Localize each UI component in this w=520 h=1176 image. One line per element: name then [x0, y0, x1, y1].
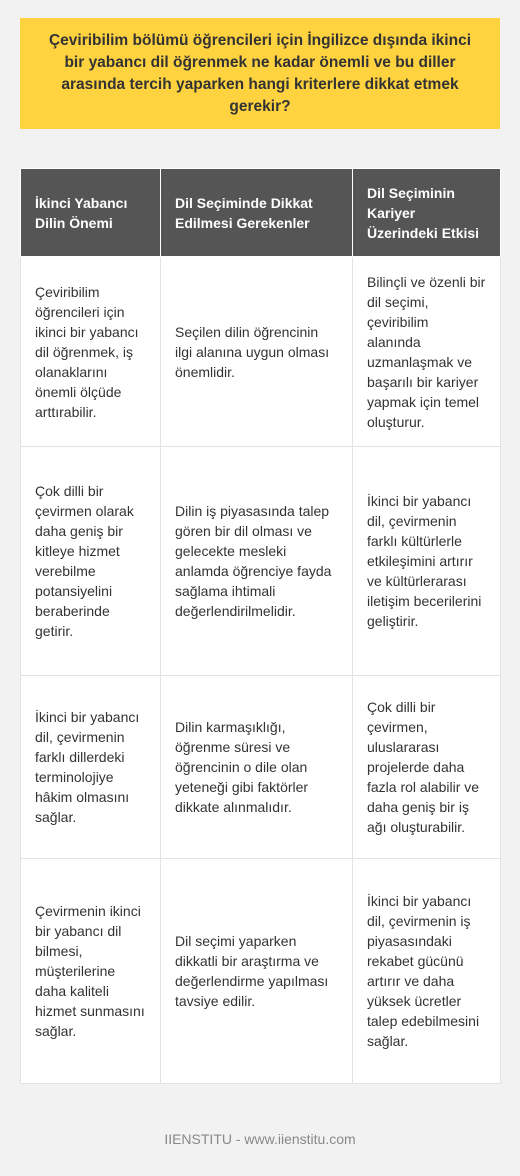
column-header-importance: İkinci Yabancı Dilin Önemi — [21, 169, 161, 257]
question-banner — [20, 18, 500, 129]
footer-credit: IIENSTITU - www.iienstitu.com — [164, 1131, 356, 1147]
table-cell: İkinci bir yabancı dil, çevirmenin iş piyasasındaki rekabet gücünü artırır ve daha yüksek ücretler talep edebilmesini sağlar. — [353, 859, 501, 1084]
table-cell: Çok dilli bir çevirmen, uluslararası projelerde daha fazla rol alabilir ve daha geniş bir iş ağı oluşturabilir. — [353, 676, 501, 859]
table-cell: Bilinçli ve özenli bir dil seçimi, çeviribilim alanında uzmanlaşmak ve başarılı bir kariyer yapmak için temel oluşturur. — [353, 257, 501, 447]
table-row — [21, 859, 501, 1084]
table-header-row — [21, 169, 501, 257]
question-title: Çeviribilim bölümü öğrencileri için İngilizce dışında ikinci bir yabancı dil öğrenmek ne kadar önemli ve bu diller arasında tercih yaparken hangi kriterlere dikkat etmek gerekir? — [48, 31, 472, 115]
table-cell: Seçilen dilin öğrencinin ilgi alanına uygun olması önemlidir. — [161, 257, 353, 447]
table-cell: Çevirmenin ikinci bir yabancı dil bilmesi, müşterilerine daha kaliteli hizmet sunmasını sağlar. — [21, 859, 161, 1084]
table-cell: Dilin iş piyasasında talep gören bir dil olması ve gelecekte mesleki anlamda öğrenciye fayda sağlama ihtimali değerlendirilmelidir. — [161, 447, 353, 676]
table-cell: Çok dilli bir çevirmen olarak daha geniş bir kitleye hizmet verebilme potansiyelini beraberinde getirir. — [21, 447, 161, 676]
table-row — [21, 676, 501, 859]
table-cell: İkinci bir yabancı dil, çevirmenin farklı dillerdeki terminolojiye hâkim olmasını sağlar. — [21, 676, 161, 859]
table-cell: Dil seçimi yaparken dikkatli bir araştırma ve değerlendirme yapılması tavsiye edilir. — [161, 859, 353, 1084]
table-row — [21, 447, 501, 676]
table-cell: Dilin karmaşıklığı, öğrenme süresi ve öğrencinin o dile olan yeteneği gibi faktörler dikkate alınmalıdır. — [161, 676, 353, 859]
table-cell: Çeviribilim öğrencileri için ikinci bir yabancı dil öğrenmek, iş olanaklarını önemli ölçüde arttırabilir. — [21, 257, 161, 447]
info-table — [20, 168, 501, 1084]
table-cell: İkinci bir yabancı dil, çevirmenin farklı kültürlerle etkileşimini artırır ve kültürlerarası iletişim becerilerini geliştirir. — [353, 447, 501, 676]
column-header-career-impact: Dil Seçiminin Kariyer Üzerindeki Etkisi — [353, 169, 501, 257]
column-header-criteria: Dil Seçiminde Dikkat Edilmesi Gerekenler — [161, 169, 353, 257]
table-row — [21, 257, 501, 447]
